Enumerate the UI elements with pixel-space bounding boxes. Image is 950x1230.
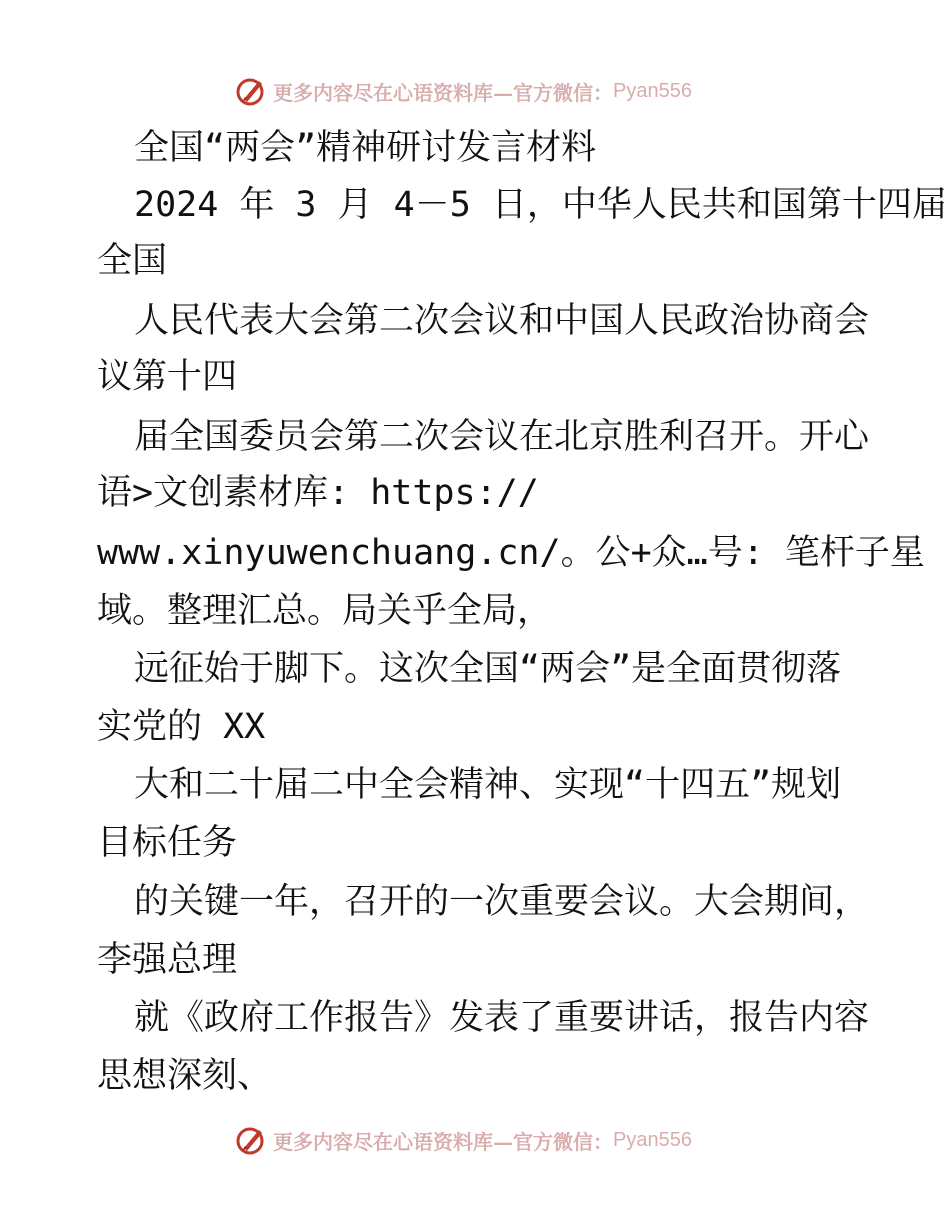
header-watermark-banner <box>235 73 755 109</box>
header-banner-text: 更多内容尽在心语资料库—官方微信： <box>273 80 613 105</box>
paragraph-line: 的关键一年，召开的一次重要会议。大会期间， <box>134 882 870 922</box>
footer-banner-text: 更多内容尽在心语资料库—官方微信： <box>273 1129 613 1154</box>
paragraph-line: 实党的 XX <box>97 707 266 747</box>
quill-logo-icon <box>235 1124 267 1156</box>
quill-logo-icon <box>235 75 267 107</box>
paragraph-line: 就《政府工作报告》发表了重要讲话，报告内容 <box>134 998 870 1038</box>
paragraph-line: 2024 年 3 月 4－5 日，中华人民共和国第十四届 <box>134 185 947 225</box>
paragraph-line: 李强总理 <box>97 940 238 980</box>
paragraph-line: 思想深刻、 <box>97 1056 273 1096</box>
paragraph-line: 目标任务 <box>97 823 238 863</box>
paragraph-line: 域。整理汇总。局关乎全局， <box>97 591 553 631</box>
header-banner-handle: Pyan556 <box>613 79 692 102</box>
paragraph-line: 大和二十届二中全会精神、实现“十四五”规划 <box>134 765 842 805</box>
paragraph-line: 届全国委员会第二次会议在北京胜利召开。开心 <box>134 417 870 457</box>
document-title: 全国“两会”精神研讨发言材料 <box>134 128 597 168</box>
footer-banner-handle: Pyan556 <box>613 1128 692 1151</box>
paragraph-line: 全国 <box>97 241 168 281</box>
paragraph-line: 远征始于脚下。这次全国“两会”是全面贯彻落 <box>134 649 842 689</box>
paragraph-line: 人民代表大会第二次会议和中国人民政治协商会 <box>134 301 870 341</box>
paragraph-line: www.xinyuwenchuang.cn/。公+众…号: 笔杆子星 <box>97 533 925 573</box>
footer-watermark-banner <box>235 1122 755 1158</box>
paragraph-line: 议第十四 <box>97 357 238 397</box>
paragraph-line: 语>文创素材库: https:// <box>97 473 539 513</box>
